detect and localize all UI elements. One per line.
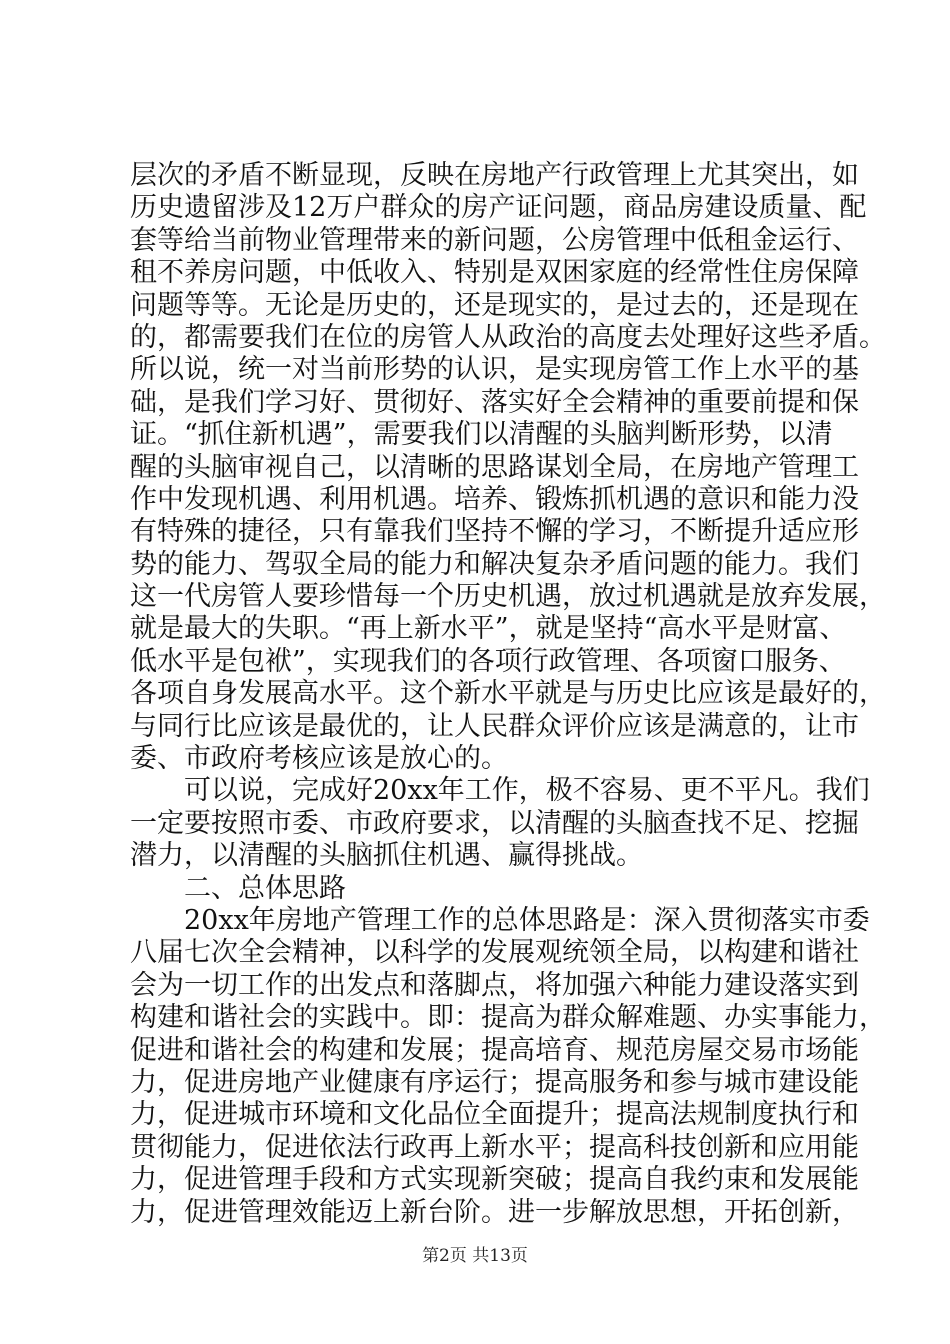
text-line: 低水平是包袱”，实现我们的各项行政管理、各项窗口服务、	[130, 645, 846, 677]
text-line: 力，促进城市环境和文化品位全面提升；提高法规制度执行和	[130, 1099, 859, 1131]
document-body	[130, 160, 886, 1229]
text-line: 力，促进管理效能迈上新台阶。进一步解放思想，开拓创新，	[130, 1196, 859, 1228]
text-line: 力，促进管理手段和方式实现新突破；提高自我约束和发展能	[130, 1164, 859, 1196]
text-line: 的，都需要我们在位的房管人从政治的高度去处理好这些矛盾。	[130, 321, 886, 353]
page-number-footer: 第2页 共13页	[422, 1246, 528, 1266]
text-line: 有特殊的捷径，只有靠我们坚持不懈的学习，不断提升适应形	[130, 516, 859, 548]
text-line: 促进和谐社会的构建和发展；提高培育、规范房屋交易市场能	[130, 1034, 859, 1066]
text-line: 醒的头脑审视自己，以清晰的思路谋划全局，在房地产管理工	[130, 451, 859, 483]
text-line: 层次的矛盾不断显现，反映在房地产行政管理上尤其突出，如	[130, 160, 859, 191]
text-line: 就是最大的失职。“再上新水平”，就是坚持“高水平是财富、	[130, 613, 847, 645]
text-line: 委、市政府考核应该是放心的。	[130, 743, 508, 775]
text-line: 证。“抓住新机遇”，需要我们以清醒的头脑判断形势，以清	[130, 419, 833, 451]
text-line: 一定要按照市委、市政府要求，以清醒的头脑查找不足、挖掘	[130, 807, 859, 839]
text-line: 构建和谐社会的实践中。即：提高为群众解难题、办实事能力，	[130, 1002, 886, 1034]
text-line: 所以说，统一对当前形势的认识，是实现房管工作上水平的基	[130, 354, 859, 386]
text-line: 势的能力、驾驭全局的能力和解决复杂矛盾问题的能力。我们	[130, 548, 859, 580]
text-line: 力，促进房地产业健康有序运行；提高服务和参与城市建设能	[130, 1066, 859, 1098]
text-line: 贯彻能力，促进依法行政再上新水平；提高科技创新和应用能	[130, 1131, 859, 1163]
text-line: 八届七次全会精神，以科学的发展观统领全局，以构建和谐社	[130, 937, 859, 969]
text-line: 础，是我们学习好、贯彻好、落实好全会精神的重要前提和保	[130, 386, 859, 418]
text-line: 作中发现机遇、利用机遇。培养、锻炼抓机遇的意识和能力没	[130, 483, 859, 515]
text-line: 各项自身发展高水平。这个新水平就是与历史比应该是最好的，	[130, 678, 886, 710]
text-line: 潜力，以清醒的头脑抓住机遇、赢得挑战。	[130, 840, 643, 872]
text-line: 租不养房问题，中低收入、特别是双困家庭的经常性住房保障	[130, 257, 859, 289]
paragraph-first-line: 可以说，完成好20xx年工作，极不容易、更不平凡。我们	[184, 775, 870, 807]
text-line: 会为一切工作的出发点和落脚点，将加强六种能力建设落实到	[130, 969, 859, 1001]
text-line: 历史遗留涉及12万户群众的房产证问题，商品房建设质量、配	[130, 192, 867, 224]
text-line: 问题等等。无论是历史的，还是现实的，是过去的，还是现在	[130, 289, 859, 321]
text-line: 套等给当前物业管理带来的新问题，公房管理中低租金运行、	[130, 224, 859, 256]
text-line: 与同行比应该是最优的，让人民群众评价应该是满意的，让市	[130, 710, 859, 742]
section-heading: 二、总体思路	[184, 872, 346, 904]
paragraph-first-line: 20xx年房地产管理工作的总体思路是：深入贯彻落实市委	[184, 904, 870, 936]
text-line: 这一代房管人要珍惜每一个历史机遇，放过机遇就是放弃发展，	[130, 581, 886, 613]
